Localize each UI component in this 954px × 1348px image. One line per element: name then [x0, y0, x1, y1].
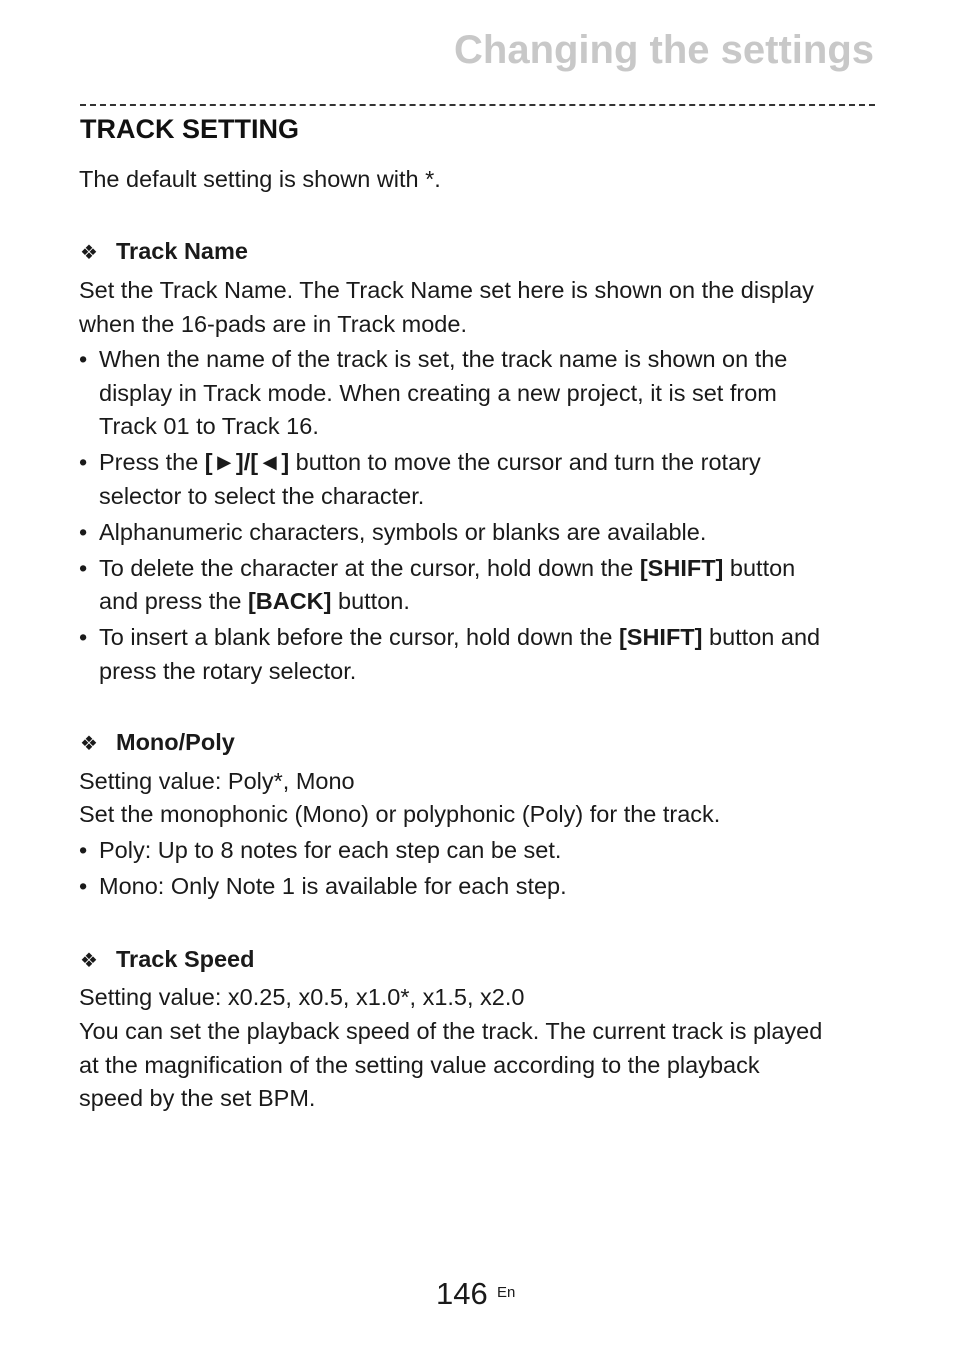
track-name-bullet-list	[79, 343, 879, 691]
text-run: button and	[702, 624, 821, 650]
description-line: at the magnification of the setting value according to the playback	[79, 1051, 760, 1078]
text-run: To delete the character at the cursor, hold down the	[99, 554, 640, 581]
description-line: when the 16-pads are in Track mode.	[79, 310, 467, 337]
text-run: button.	[331, 588, 410, 614]
bullet-line	[99, 585, 879, 619]
bullet-line: • When the name of the track is set, the track name is shown on the	[99, 346, 788, 372]
diamond-icon: ❖	[80, 733, 98, 755]
section-intro: The default setting is shown with *.	[79, 166, 441, 192]
mono-poly-setting-value: Setting value: Poly*, Mono	[79, 768, 355, 794]
bullet-line	[99, 552, 879, 586]
subheading-label: Track Name	[116, 238, 248, 264]
arrow-keys-label: [►]/[◄]	[204, 449, 290, 475]
list-item	[79, 870, 879, 904]
text-run: button to move the cursor and turn the rotary	[289, 449, 761, 475]
list-item	[79, 552, 879, 619]
shift-key-label: [SHIFT]	[618, 624, 703, 650]
track-speed-setting-value: Setting value: x0.25, x0.5, x1.0*, x1.5, x2.0	[79, 984, 525, 1010]
subheading-label: Track Speed	[116, 946, 255, 972]
bullet-line: selector to select the character.	[99, 482, 425, 509]
dashed-divider	[80, 104, 875, 106]
page-header-title: Changing the settings	[454, 28, 874, 72]
bullet-line: Track 01 to Track 16.	[99, 413, 319, 439]
list-item	[79, 834, 879, 868]
shift-key-label: [SHIFT]	[639, 554, 724, 581]
text-run: To insert a blank before the cursor, hold down the	[99, 624, 619, 650]
text-run: and press the	[99, 588, 248, 614]
page-language: En	[497, 1284, 516, 1301]
description-line: Set the Track Name. The Track Name set here is shown on the display	[79, 277, 814, 303]
list-item	[79, 446, 879, 513]
bullet-line: • Poly: Up to 8 notes for each step can be set.	[99, 837, 562, 863]
subheading-mono-poly	[80, 726, 235, 760]
bullet-line	[99, 621, 879, 655]
subheading-track-name	[80, 235, 248, 269]
mono-poly-bullet-list	[79, 834, 879, 906]
subheading-label: Mono/Poly	[116, 729, 235, 755]
description-line: speed by the set BPM.	[79, 1085, 316, 1111]
list-item	[79, 621, 879, 688]
back-key-label: [BACK]	[247, 588, 332, 614]
description-line: You can set the playback speed of the track. The current track is played	[79, 1018, 823, 1044]
text-run: button	[723, 554, 796, 581]
page-number: 146	[436, 1276, 488, 1311]
mono-poly-description: Set the monophonic (Mono) or polyphonic (Poly) for the track.	[79, 801, 721, 827]
text-run: Press the	[99, 449, 205, 475]
list-item	[79, 343, 879, 444]
track-speed-description	[79, 1015, 879, 1116]
bullet-line: display in Track mode. When creating a new project, it is set from	[99, 379, 777, 406]
bullet-line: • Mono: Only Note 1 is available for each step.	[99, 873, 567, 899]
track-name-description	[79, 274, 879, 341]
bullet-line	[99, 446, 879, 480]
subheading-track-speed	[80, 943, 254, 977]
bullet-line: • Alphanumeric characters, symbols or blanks are available.	[99, 518, 707, 545]
bullet-line: press the rotary selector.	[99, 657, 357, 684]
diamond-icon: ❖	[80, 950, 98, 972]
list-item	[79, 516, 879, 550]
diamond-icon: ❖	[80, 242, 98, 264]
section-title: TRACK SETTING	[80, 114, 299, 144]
